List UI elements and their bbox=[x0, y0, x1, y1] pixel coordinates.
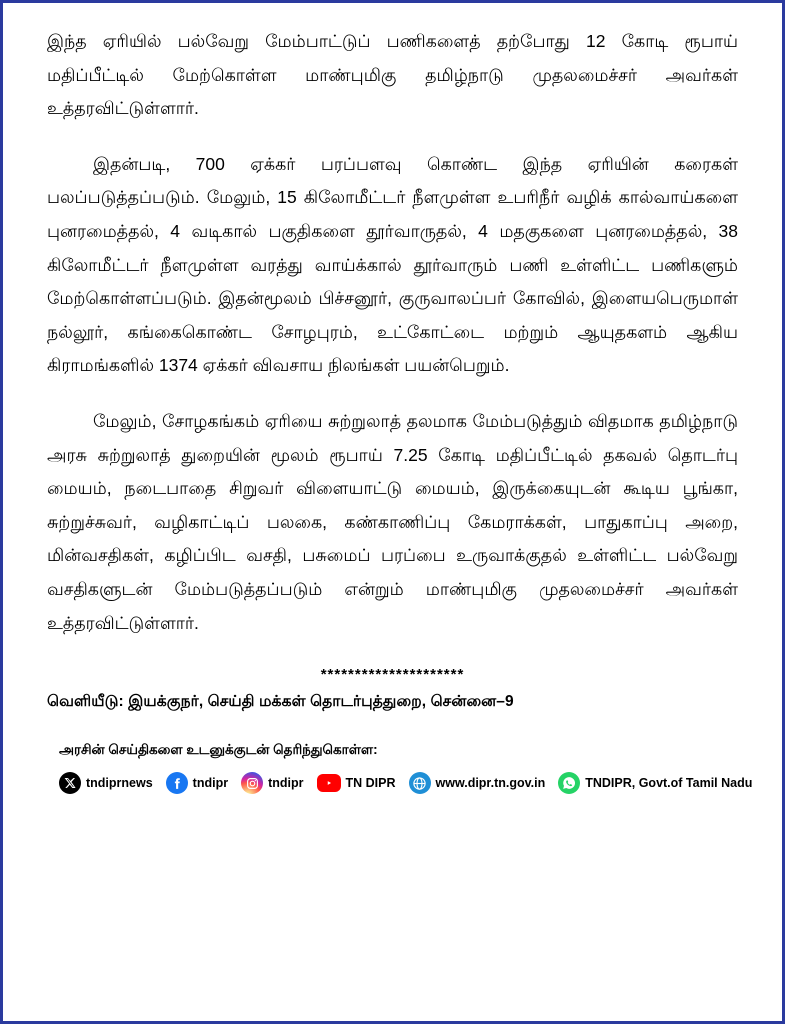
social-link-website[interactable] bbox=[409, 772, 546, 794]
x-twitter-icon bbox=[59, 772, 81, 794]
youtube-icon bbox=[317, 774, 341, 792]
document-body bbox=[3, 3, 782, 794]
social-link-whatsapp[interactable] bbox=[558, 772, 752, 794]
social-handle-website: www.dipr.tn.gov.in bbox=[435, 776, 546, 791]
social-handle-x: tndiprnews bbox=[86, 776, 153, 791]
social-link-facebook[interactable] bbox=[166, 772, 228, 794]
social-handle-facebook: tndipr bbox=[192, 776, 229, 791]
globe-icon bbox=[409, 772, 431, 794]
paragraph-1: இந்த ஏரியில் பல்வேறு மேம்பாட்டுப் பணிகளைத் தற்போது 12 கோடி ரூபாய் மதிப்பீட்டில் மேற்கொள்ள மாண்புமிகு தமிழ்நாடு முதலமைச்சர் அவர்கள் உத்தரவிட்டுள்ளார். bbox=[47, 31, 738, 119]
social-link-youtube[interactable] bbox=[317, 774, 396, 792]
section-separator: ********************* bbox=[320, 666, 465, 684]
facebook-icon bbox=[166, 772, 188, 794]
social-handle-youtube: TN DIPR bbox=[345, 776, 396, 791]
paragraph-2: இதன்படி, 700 ஏக்கர் பரப்பளவு கொண்ட இந்த ஏரியின் கரைகள் பலப்படுத்தப்படும். மேலும், 15 கிலோமீட்டர் நீளமுள்ள உபரிநீர் வழிக் கால்வாய்களை புனரமைத்தல், 4 வடிகால் பகுதிகளை தூர்வாருதல், 4 மதகுகளை புனரமைத்தல், 38 கிலோமீட்டர் நீளமுள்ள வரத்து வாய்க்கால் தூர்வாரும் பணி உள்ளிட்ட பணிகளும் மேற்கொள்ளப்படும். இதன்மூலம் பிச்சனூர், குருவாலப்பர் கோவில், இளையபெருமாள் நல்லூர், கங்கைகொண்ட சோழபுரம், உட்கோட்டை மற்றும் ஆயுதகளம் ஆகிய கிராமங்களில் 1374 ஏக்கர் விவசாய நிலங்கள் பயன்பெறும். bbox=[47, 153, 738, 376]
social-link-instagram[interactable] bbox=[241, 772, 303, 794]
social-handle-whatsapp: TNDIPR, Govt.of Tamil Nadu bbox=[585, 776, 753, 791]
paragraph-3: மேலும், சோழகங்கம் ஏரியை சுற்றுலாத் தலமாக மேம்படுத்தும் விதமாக தமிழ்நாடு அரசு சுற்றுலாத் துறையின் மூலம் ரூபாய் 7.25 கோடி மதிப்பீட்டில் தகவல் தொடர்பு மையம், நடைபாதை சிறுவர் விளையாட்டு மையம், இருக்கையுடன் கூடிய பூங்கா, சுற்றுச்சுவர், வழிகாட்டிப் பலகை, கண்காணிப்பு கேமராக்கள், பாதுகாப்பு அறை, மின்வசதிகள், கழிப்பிட வசதி, பசுமைப் பரப்பை உருவாக்குதல் உள்ளிட்ட பல்வேறு வசதிகளுடன் மேம்படுத்தப்படும் என்றும் மாண்புமிகு முதலமைச்சர் அவர்கள் உத்தரவிட்டுள்ளார். bbox=[47, 410, 738, 633]
social-link-x[interactable] bbox=[59, 772, 153, 794]
instagram-icon bbox=[241, 772, 263, 794]
social-links-row bbox=[59, 772, 753, 794]
whatsapp-icon bbox=[558, 772, 580, 794]
release-authority-line: வெளியீடு: இயக்குநர், செய்தி மக்கள் தொடர்புத்துறை, சென்னை–9 bbox=[47, 693, 514, 711]
social-handle-instagram: tndipr bbox=[268, 776, 304, 791]
social-heading: அரசின் செய்திகளை உடனுக்குடன் தெரிந்துகொள்ள: bbox=[59, 742, 378, 758]
